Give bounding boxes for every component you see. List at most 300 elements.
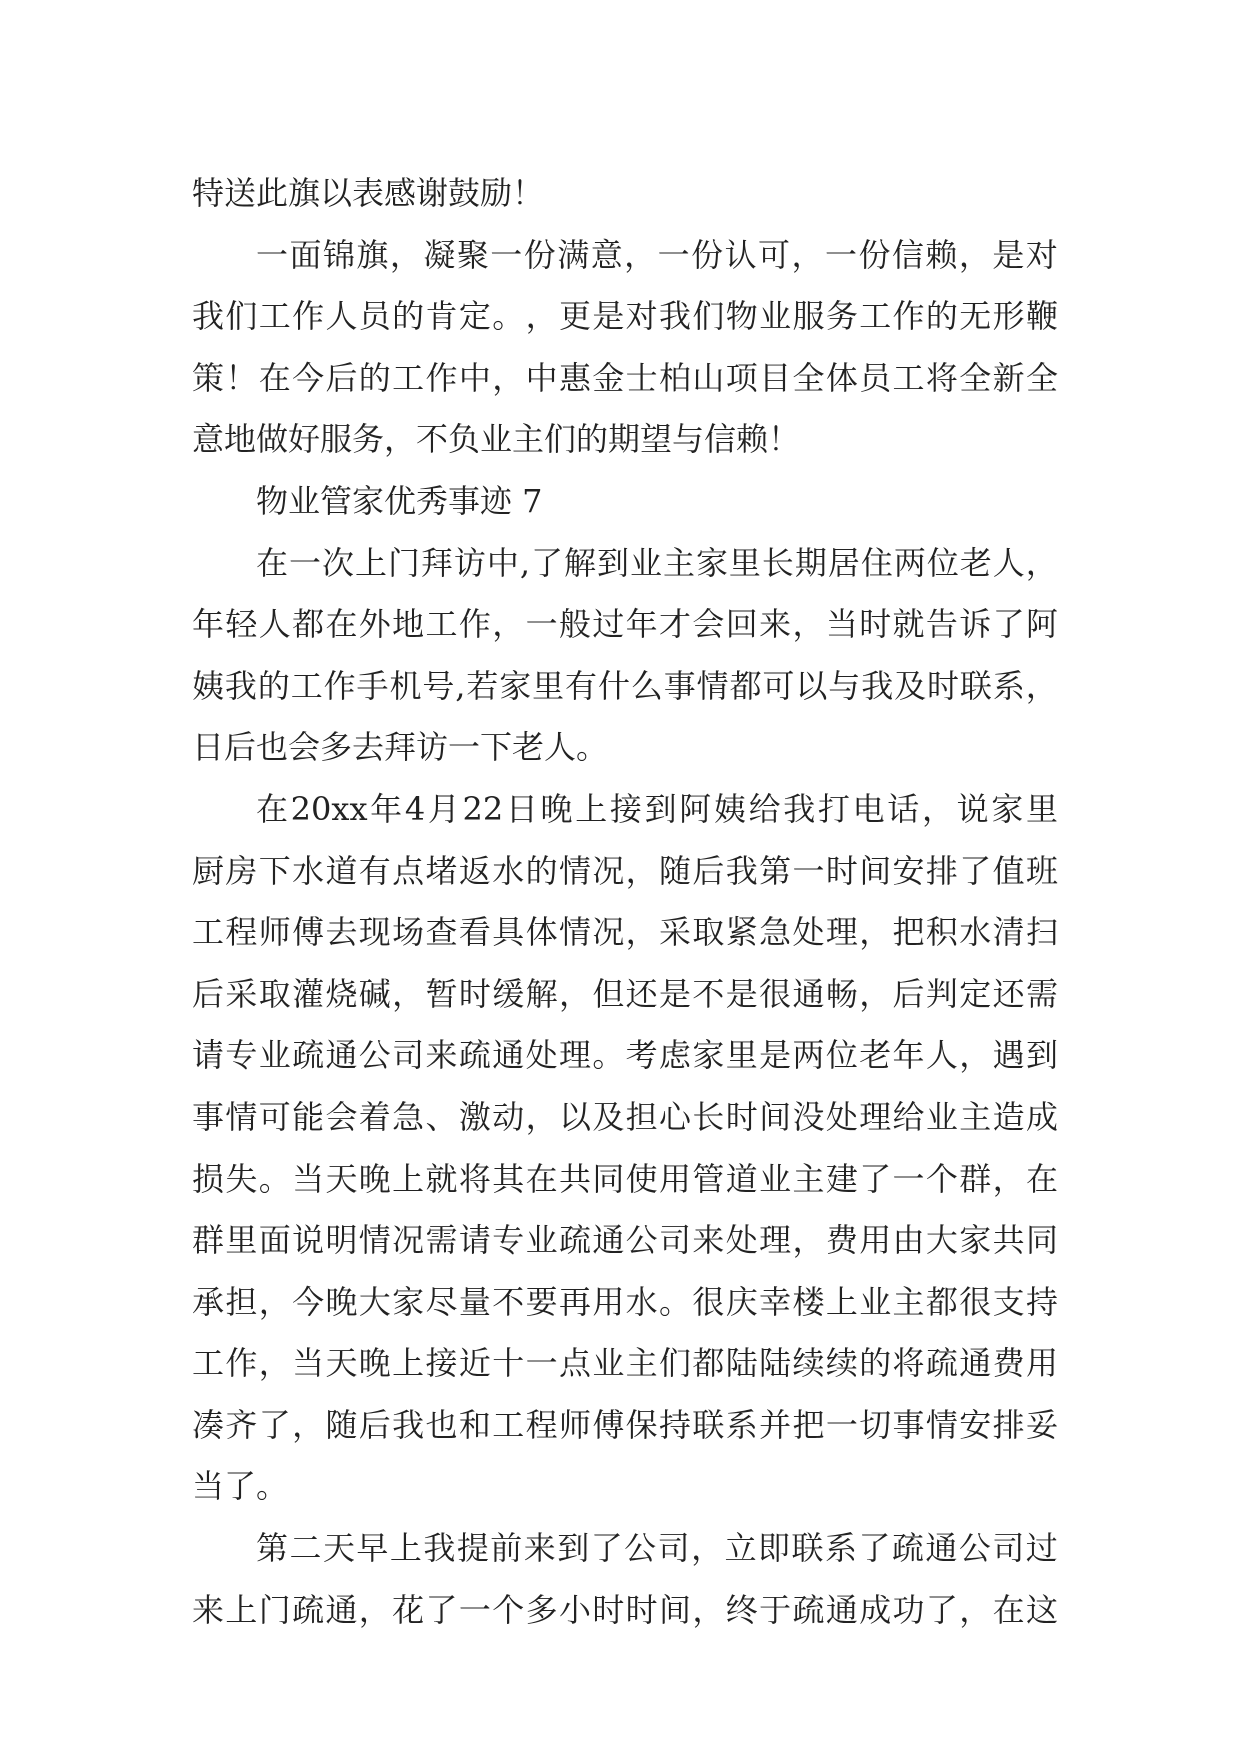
text-glyph: 位 [825, 1036, 858, 1075]
text-glyph: 群 [959, 1159, 992, 1198]
text-glyph: 份 [691, 235, 724, 274]
text-glyph: 工 [859, 297, 892, 336]
text-glyph: 凑 [192, 1405, 225, 1444]
text-glyph: 花 [392, 1590, 425, 1629]
text-glyph: 持 [659, 1405, 692, 1444]
text-glyph: 和 [458, 1405, 491, 1444]
text-glyph: 是 [592, 297, 625, 336]
text-glyph: 中 [486, 543, 519, 582]
text-glyph: 把 [792, 1405, 825, 1444]
text-glyph: 金 [592, 358, 625, 397]
text-glyph: 及 [894, 666, 927, 705]
text-glyph: 两 [893, 543, 926, 582]
text-glyph: 说 [956, 789, 989, 828]
text-glyph: 轻 [225, 605, 258, 644]
text-glyph: 看 [458, 913, 491, 952]
text-glyph: ， [792, 605, 825, 644]
text-glyph: 回 [725, 605, 758, 644]
text-glyph: 司 [992, 1529, 1025, 1568]
text-glyph: 个 [492, 1590, 525, 1629]
text-glyph: 是 [759, 1036, 792, 1075]
text-glyph: 续 [825, 1344, 858, 1383]
text-glyph: 家 [499, 666, 532, 705]
text-glyph: , [519, 543, 531, 582]
text-glyph: 况 [392, 1221, 425, 1260]
text-glyph: 定 [959, 974, 992, 1013]
text-glyph: 理 [859, 1097, 892, 1136]
text-glyph: 保 [625, 1405, 658, 1444]
text-glyph: 时 [625, 1590, 658, 1629]
text-glyph: 鞭 [1025, 297, 1058, 336]
text-glyph: 情 [225, 1097, 258, 1136]
text-glyph: 一 [657, 235, 690, 274]
text-glyph: 了 [858, 1529, 891, 1568]
text-glyph: 全 [792, 358, 825, 397]
text-glyph: 了 [959, 851, 992, 890]
text-glyph: 小 [558, 1590, 591, 1629]
text-glyph: 理 [759, 1221, 792, 1260]
text-glyph: 处 [725, 1221, 758, 1260]
text-glyph: 公 [625, 1221, 658, 1260]
text-glyph: 需 [1025, 974, 1058, 1013]
text-glyph: 可 [258, 1097, 291, 1136]
text-glyph: 很 [759, 974, 792, 1013]
text-glyph: 接 [425, 1344, 458, 1383]
text-glyph: 系 [725, 1405, 758, 1444]
text-glyph: 事 [892, 1405, 925, 1444]
text-glyph: 惠 [558, 358, 591, 397]
text-glyph: 年 [192, 605, 225, 644]
text-glyph: 程 [225, 913, 258, 952]
text-glyph: 目 [759, 358, 792, 397]
text-glyph: 老 [859, 1036, 892, 1075]
text-line: 特送此旗以表感谢鼓励！ [192, 174, 545, 212]
text-glyph: 支 [992, 1282, 1025, 1321]
text-glyph: 用 [592, 1282, 625, 1321]
text-glyph: 了 [859, 1159, 892, 1198]
text-glyph: 通 [492, 1036, 525, 1075]
text-glyph: 老 [959, 543, 992, 582]
text-glyph: 由 [892, 1221, 925, 1260]
text-glyph: 新 [992, 358, 1025, 397]
text-glyph: 务 [825, 297, 858, 336]
text-glyph: 一 [256, 235, 289, 274]
text-glyph: 当 [825, 605, 858, 644]
text-glyph: 是 [992, 235, 1025, 274]
text-glyph: 形 [992, 297, 1025, 336]
text-glyph: 天 [322, 1529, 355, 1568]
text-line [192, 1580, 1058, 1642]
text-line: 当了。 [192, 1467, 289, 1506]
text-glyph: 虑 [659, 1036, 692, 1075]
text-glyph: 了 [590, 1529, 623, 1568]
text-glyph: 22 [462, 789, 504, 828]
text-glyph: 年 [625, 605, 658, 644]
text-glyph: 况 [592, 851, 625, 890]
text-glyph: 在 [525, 1159, 558, 1198]
text-glyph: 遇 [992, 1036, 1025, 1075]
text-glyph: 班 [1025, 851, 1058, 890]
text-glyph: 通 [825, 1590, 858, 1629]
text-glyph: 凝 [423, 235, 456, 274]
text-glyph: 考 [625, 1036, 658, 1075]
text-glyph: 联 [959, 666, 992, 705]
text-glyph: 面 [258, 1221, 291, 1260]
text-glyph: 就 [892, 605, 925, 644]
text-glyph: 担 [625, 1097, 658, 1136]
text-glyph: 了 [258, 1405, 291, 1444]
text-glyph: 烧 [325, 974, 358, 1013]
text-glyph: 员 [358, 297, 391, 336]
text-glyph: 通 [592, 1221, 625, 1260]
text-glyph: 士 [625, 358, 658, 397]
text-glyph: 妥 [1025, 1405, 1058, 1444]
text-glyph: 安 [959, 1405, 992, 1444]
text-glyph: 具 [492, 913, 525, 952]
text-glyph: 了 [531, 543, 564, 582]
text-line: 日后也会多去拜访一下老人。 [192, 728, 609, 767]
text-glyph: 的 [859, 1344, 892, 1383]
text-glyph: 时 [927, 666, 960, 705]
text-glyph: 主 [792, 1159, 825, 1198]
text-glyph: 告 [925, 605, 958, 644]
text-glyph: ， [258, 1344, 291, 1383]
text-glyph: 姨 [713, 789, 746, 828]
text-glyph: 到 [557, 1529, 590, 1568]
text-glyph: 日 [505, 789, 538, 828]
text-glyph: 。 [258, 1159, 291, 1198]
text-glyph: 业 [759, 297, 792, 336]
text-glyph: 人 [258, 605, 291, 644]
text-glyph: 当 [292, 1344, 325, 1383]
text-glyph: 判 [925, 974, 958, 1013]
text-glyph: 拜 [420, 543, 453, 582]
text-glyph: 十 [492, 1344, 525, 1383]
text-line [192, 1272, 1058, 1334]
text-glyph: ， [492, 605, 525, 644]
text-glyph: ， [625, 913, 658, 952]
text-glyph: 家 [392, 1282, 425, 1321]
text-glyph: 中 [525, 358, 558, 397]
text-glyph: 还 [992, 974, 1025, 1013]
text-glyph: 我 [192, 297, 225, 336]
text-glyph: 诉 [959, 605, 992, 644]
text-glyph: 业 [759, 1159, 792, 1198]
text-glyph: 紧 [725, 913, 758, 952]
text-glyph: 堵 [425, 851, 458, 890]
text-glyph: 积 [925, 913, 958, 952]
text-glyph: 员 [859, 358, 892, 397]
text-line [192, 1210, 1058, 1272]
text-glyph: 用 [1025, 1344, 1058, 1383]
text-glyph: 司 [392, 1036, 425, 1075]
text-glyph: 联 [791, 1529, 824, 1568]
text-glyph: 信 [891, 235, 924, 274]
text-glyph: 了 [425, 1590, 458, 1629]
text-glyph: 水 [625, 1282, 658, 1321]
text-glyph: 策 [192, 358, 225, 397]
text-glyph: 能 [292, 1097, 325, 1136]
text-glyph: ， [959, 1036, 992, 1075]
text-glyph: 话 [887, 789, 920, 828]
text-glyph: 把 [892, 913, 925, 952]
text-glyph: 上 [575, 789, 608, 828]
text-glyph: 时 [825, 851, 858, 890]
text-glyph: 可 [762, 666, 795, 705]
text-glyph: 同 [592, 1159, 625, 1198]
text-glyph: 近 [458, 1344, 491, 1383]
text-glyph: 共 [558, 1159, 591, 1198]
text-glyph: 天 [325, 1344, 358, 1383]
text-glyph: 业 [592, 1344, 625, 1383]
text-glyph: 全 [1025, 358, 1058, 397]
text-glyph: 情 [358, 1221, 391, 1260]
text-glyph: 用 [659, 1159, 692, 1198]
text-glyph: 期 [794, 543, 827, 582]
text-glyph: ， [525, 1097, 558, 1136]
text-glyph: 点 [558, 1344, 591, 1383]
text-glyph: 来 [692, 1221, 725, 1260]
text-glyph: 接 [609, 789, 642, 828]
text-glyph: 作 [892, 297, 925, 336]
text-glyph: 们 [692, 297, 725, 336]
text-glyph: 体 [825, 358, 858, 397]
text-glyph: 手 [356, 666, 389, 705]
text-glyph: 对 [625, 297, 658, 336]
text-glyph: 间 [659, 1590, 692, 1629]
text-glyph: 就 [425, 1159, 458, 1198]
text-glyph: 一 [825, 1405, 858, 1444]
text-glyph: 时 [859, 605, 892, 644]
text-glyph: 的 [257, 666, 290, 705]
text-glyph: 二 [289, 1529, 322, 1568]
text-glyph: 会 [325, 1097, 358, 1136]
text-line [192, 902, 1058, 964]
text-glyph: 大 [358, 1282, 391, 1321]
text-glyph: 们 [659, 1344, 692, 1383]
text-glyph: 都 [292, 605, 325, 644]
text-glyph: 人 [925, 1036, 958, 1075]
text-glyph: ， [958, 235, 991, 274]
text-glyph: 理 [825, 913, 858, 952]
text-glyph: 畅 [825, 974, 858, 1013]
text-glyph: 切 [859, 1405, 892, 1444]
text-glyph: 都 [692, 1344, 725, 1383]
text-glyph: 阿 [679, 789, 712, 828]
text-glyph: 月 [427, 789, 460, 828]
text-glyph: 傅 [592, 1405, 625, 1444]
text-glyph: 机 [389, 666, 422, 705]
text-glyph: 前 [490, 1529, 523, 1568]
text-glyph: 业 [525, 1221, 558, 1260]
text-glyph: 来 [425, 1036, 458, 1075]
text-glyph: 作 [225, 1344, 258, 1383]
text-glyph: 年 [892, 1036, 925, 1075]
text-glyph: 。 [592, 1036, 625, 1075]
text-glyph: 查 [425, 913, 458, 952]
text-glyph: 共 [992, 1221, 1025, 1260]
text-glyph: 在 [1025, 1159, 1058, 1198]
text-glyph: ， [389, 235, 422, 274]
text-glyph: 到 [1025, 1036, 1058, 1075]
text-glyph: 续 [792, 1344, 825, 1383]
text-glyph: 公 [624, 1529, 657, 1568]
text-glyph: 处 [792, 913, 825, 952]
text-glyph: 很 [692, 1282, 725, 1321]
text-glyph: 次 [321, 543, 354, 582]
text-glyph: 水 [492, 851, 525, 890]
text-line [192, 841, 1058, 903]
text-glyph: 居 [827, 543, 860, 582]
text-glyph: 多 [525, 1590, 558, 1629]
text-glyph: 很 [959, 1282, 992, 1321]
text-glyph: 立 [724, 1529, 757, 1568]
text-glyph: 会 [692, 605, 725, 644]
text-glyph: 项 [725, 358, 758, 397]
text-glyph: 通 [959, 1344, 992, 1383]
text-glyph: ， [625, 851, 658, 890]
text-glyph: 与 [828, 666, 861, 705]
text-glyph: 肯 [425, 297, 458, 336]
text-glyph: ， [358, 1590, 391, 1629]
text-glyph: 作 [458, 605, 491, 644]
text-glyph: 门 [258, 1590, 291, 1629]
text-glyph: 业 [925, 1097, 958, 1136]
text-glyph: 造 [992, 1097, 1025, 1136]
text-glyph: 到 [596, 543, 629, 582]
text-glyph: 全 [959, 358, 992, 397]
text-glyph: 不 [492, 1282, 525, 1321]
text-line [192, 533, 1058, 595]
text-glyph: 一 [458, 1590, 491, 1629]
text-glyph: 里 [728, 543, 761, 582]
text-glyph: 我 [392, 1405, 425, 1444]
text-glyph: 量 [458, 1282, 491, 1321]
text-glyph: 无 [959, 297, 992, 336]
text-glyph: 才 [659, 605, 692, 644]
text-glyph: 在 [256, 543, 289, 582]
text-glyph: ， [859, 974, 892, 1013]
text-glyph: 早 [356, 1529, 389, 1568]
text-glyph: 安 [892, 851, 925, 890]
text-glyph: 服 [792, 297, 825, 336]
text-glyph: 将 [925, 358, 958, 397]
text-glyph: 承 [192, 1282, 225, 1321]
text-glyph: 场 [392, 913, 425, 952]
text-glyph: 明 [325, 1221, 358, 1260]
text-glyph: 们 [225, 297, 258, 336]
text-glyph: 柏 [659, 358, 692, 397]
text-glyph: 的 [392, 297, 425, 336]
text-glyph: 第 [256, 1529, 289, 1568]
text-glyph: 取 [692, 913, 725, 952]
text-glyph: 业 [859, 1282, 892, 1321]
text-glyph: ， [624, 235, 657, 274]
text-glyph: 上 [225, 1590, 258, 1629]
text-glyph: 缓 [492, 974, 525, 1013]
text-glyph: 于 [759, 1590, 792, 1629]
text-glyph: 大 [925, 1221, 958, 1260]
text-glyph: ， [921, 789, 954, 828]
text-glyph: 管 [692, 1159, 725, 1198]
text-glyph: 什 [597, 666, 630, 705]
text-glyph: 工 [492, 1405, 525, 1444]
text-glyph: 过 [592, 605, 625, 644]
text-glyph: 是 [725, 974, 758, 1013]
text-glyph: 作 [425, 358, 458, 397]
text-glyph: 晚 [358, 1159, 391, 1198]
text-glyph: 急 [759, 913, 792, 952]
text-line [192, 348, 1058, 410]
text-glyph: 没 [792, 1097, 825, 1136]
text-glyph: 晚 [325, 1282, 358, 1321]
text-glyph: 份 [858, 235, 891, 274]
text-glyph: 值 [992, 851, 1025, 890]
text-glyph: 情 [925, 1405, 958, 1444]
text-glyph: 意 [590, 235, 623, 274]
text-line [192, 225, 1058, 287]
text-glyph: 这 [1025, 1590, 1058, 1629]
text-glyph: 疏 [292, 1036, 325, 1075]
text-glyph: 了 [992, 605, 1025, 644]
text-glyph: 请 [192, 1036, 225, 1075]
text-glyph: 工 [192, 1344, 225, 1383]
text-glyph: 给 [748, 789, 781, 828]
text-glyph: 赖 [925, 235, 958, 274]
text-glyph: 在 [992, 1590, 1025, 1629]
text-glyph: 物 [725, 297, 758, 336]
text-glyph: 工 [258, 297, 291, 336]
text-glyph: 庆 [725, 1282, 758, 1321]
text-glyph: ， [791, 235, 824, 274]
text-glyph: 清 [992, 913, 1025, 952]
text-line [192, 964, 1058, 1026]
text-glyph: 水 [292, 851, 325, 890]
text-glyph: ， [525, 297, 558, 336]
text-glyph: 要 [525, 1282, 558, 1321]
document-body [192, 163, 1058, 1641]
text-glyph: 灌 [292, 974, 325, 1013]
text-glyph: 主 [662, 543, 695, 582]
text-line [192, 1333, 1058, 1395]
text-glyph: 对 [1025, 235, 1058, 274]
text-glyph: ！ [225, 358, 258, 397]
text-glyph: 到 [644, 789, 677, 828]
text-glyph: 地 [392, 605, 425, 644]
text-glyph: 位 [926, 543, 959, 582]
text-glyph: 时 [592, 1590, 625, 1629]
text-glyph: 晚 [358, 1344, 391, 1383]
text-glyph: 以 [795, 666, 828, 705]
text-glyph: 将 [458, 1159, 491, 1198]
text-glyph: , [455, 666, 466, 705]
text-glyph: ， [692, 1590, 725, 1629]
text-glyph: 即 [758, 1529, 791, 1568]
text-glyph: 间 [859, 851, 892, 890]
text-glyph: 疏 [925, 1344, 958, 1383]
text-glyph: 两 [792, 1036, 825, 1075]
text-glyph: 一 [288, 543, 321, 582]
text-glyph: 认 [724, 235, 757, 274]
text-glyph: 人 [992, 543, 1025, 582]
text-glyph: 同 [1025, 1221, 1058, 1260]
text-glyph: 工 [892, 358, 925, 397]
text-glyph: 今 [292, 1282, 325, 1321]
text-glyph: 心 [659, 1097, 692, 1136]
text-glyph: 后 [892, 974, 925, 1013]
text-glyph: 失 [225, 1159, 258, 1198]
text-glyph: 主 [959, 1097, 992, 1136]
